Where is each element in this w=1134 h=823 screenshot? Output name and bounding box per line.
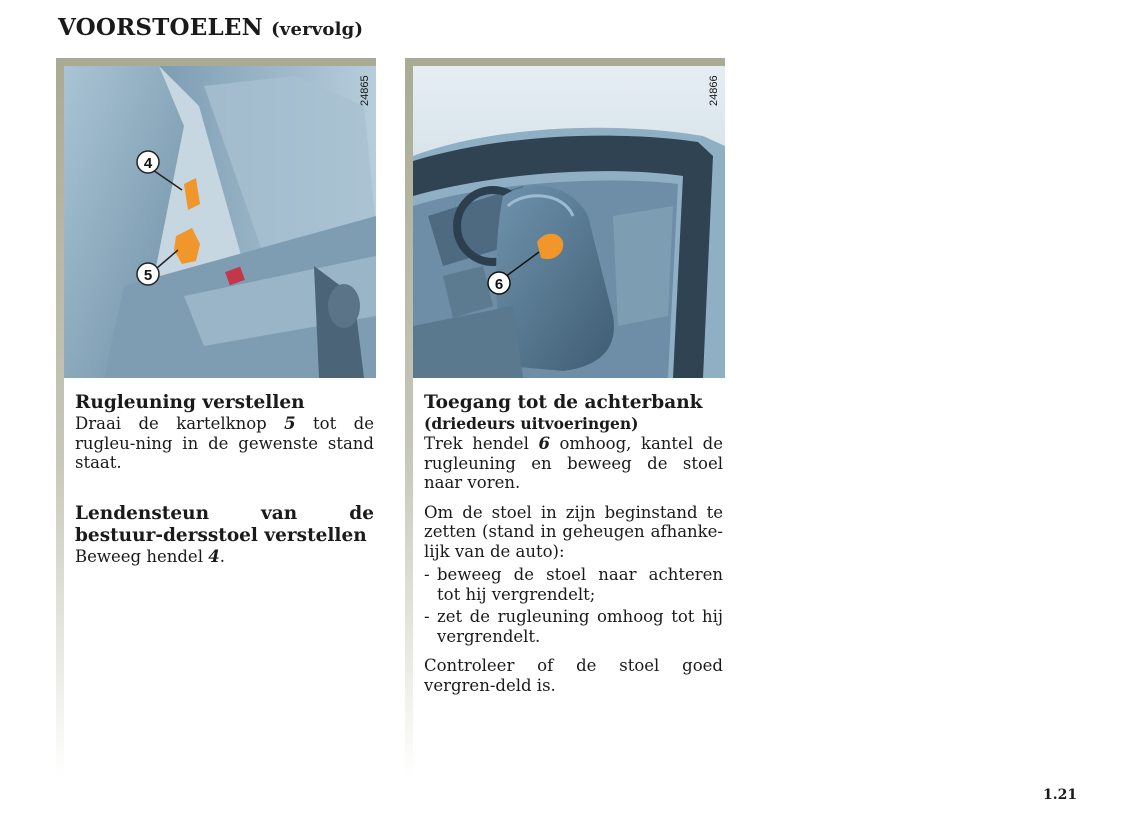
text-fragment: Beweeg hendel bbox=[75, 546, 209, 566]
figure-number: 24865 bbox=[359, 75, 371, 106]
figure-number: 24866 bbox=[708, 75, 720, 106]
section-subheading: (driedeurs uitvoeringen) bbox=[424, 414, 639, 433]
callout-5: 5 bbox=[143, 267, 153, 284]
list-item bbox=[424, 565, 723, 604]
left-content bbox=[75, 392, 374, 566]
page-title-subtitle: (vervolg) bbox=[271, 19, 364, 40]
page-title bbox=[58, 14, 363, 41]
column-side-bar bbox=[405, 66, 413, 778]
section-heading-backrest: Rugleuning verstellen bbox=[75, 392, 305, 413]
right-column bbox=[405, 58, 725, 778]
reference-number: 6 bbox=[538, 434, 550, 453]
section-text-lumbar bbox=[75, 547, 374, 567]
page-title-main: VOORSTOELEN bbox=[58, 14, 263, 41]
page-number: 1.21 bbox=[1043, 787, 1078, 803]
list-item-text: beweeg de stoel naar achteren tot hij vergrendelt; bbox=[437, 565, 723, 604]
text-fragment: Draai de kartelknop bbox=[75, 414, 285, 433]
callout-4: 4 bbox=[143, 155, 153, 172]
figure-seat-backrest bbox=[64, 66, 376, 378]
list-dash: - bbox=[424, 565, 430, 584]
callout-6: 6 bbox=[494, 276, 504, 293]
list-item-text: zet de rugleuning omhoog tot hij vergrendelt. bbox=[437, 607, 723, 646]
paragraph-2: Om de stoel in zijn beginstand te zetten (stand in geheugen afhanke-lijk van de auto): bbox=[424, 502, 723, 561]
text-fragment: omhoog, kantel de rugleuning en beweeg de stoel naar voren. bbox=[424, 434, 723, 492]
list-item bbox=[424, 607, 723, 646]
seat-illustration bbox=[64, 66, 376, 378]
paragraph-3: Controleer of de stoel goed vergren-deld is. bbox=[424, 656, 723, 695]
reference-number: 5 bbox=[284, 414, 296, 433]
figure-rear-access bbox=[413, 66, 725, 378]
right-content bbox=[424, 392, 723, 695]
section-heading-lumbar: Lendensteun van de bestuur-dersstoel verstellen bbox=[75, 502, 374, 546]
left-column bbox=[56, 58, 376, 778]
column-side-bar bbox=[56, 66, 64, 778]
text-fragment: tot de rugleu-ning in de gewenste stand staat. bbox=[75, 414, 374, 472]
paragraph-1 bbox=[424, 434, 723, 493]
section-heading-rear-access: Toegang tot de achterbank bbox=[424, 392, 703, 413]
car-interior-illustration bbox=[413, 66, 725, 378]
text-fragment: . bbox=[219, 546, 225, 566]
section-text-backrest bbox=[75, 414, 374, 473]
reference-number: 4 bbox=[208, 546, 220, 566]
text-fragment: Trek hendel bbox=[424, 434, 539, 453]
list-dash: - bbox=[424, 607, 430, 626]
